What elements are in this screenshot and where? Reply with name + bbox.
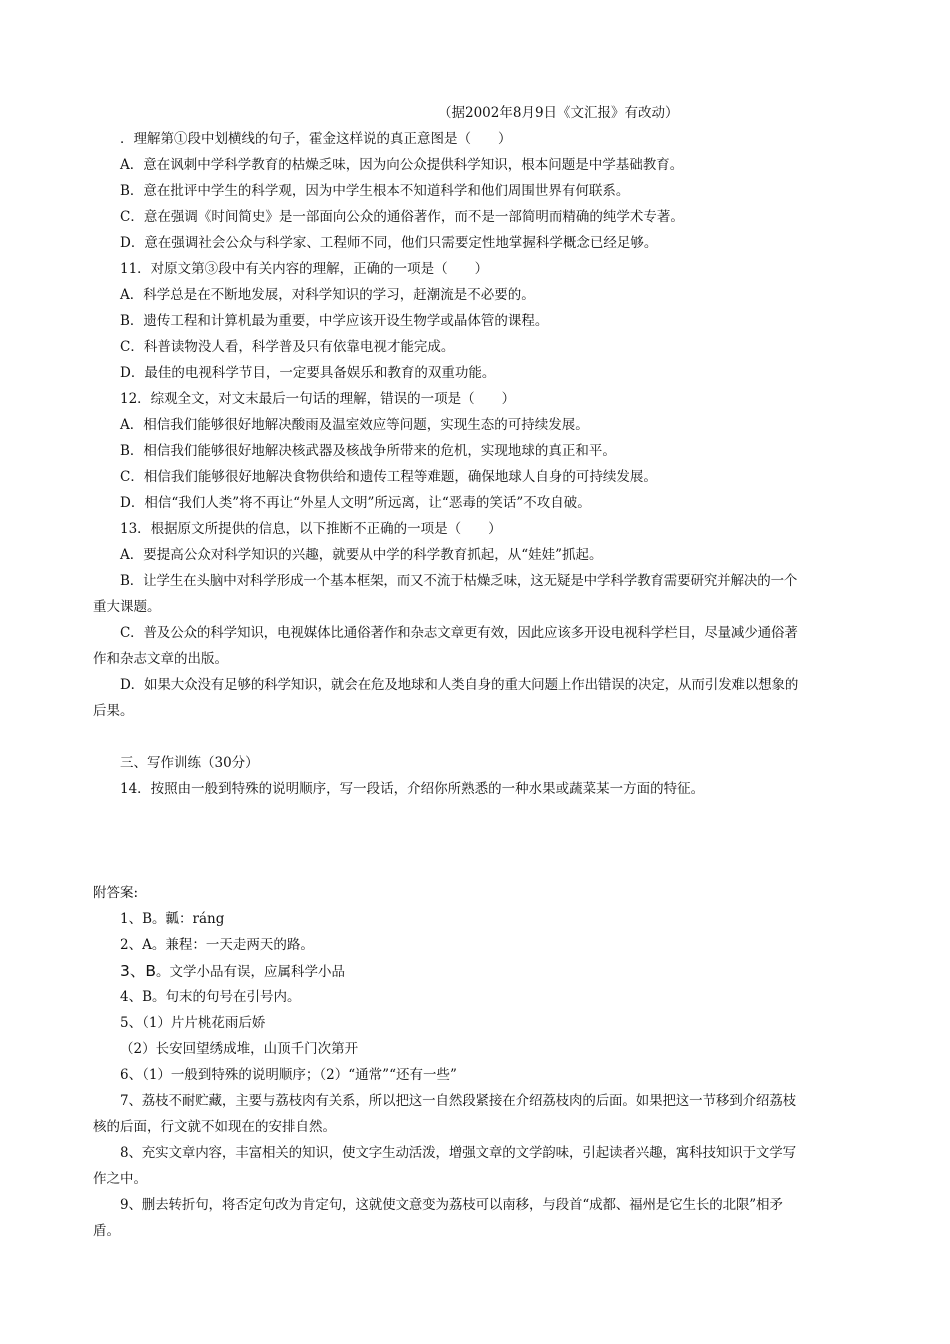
question-14: 14．按照由一般到特殊的说明顺序，写一段话，介绍你所熟悉的一种水果或蔬菜某一方面的特征。 bbox=[120, 781, 705, 797]
answer-3 bbox=[120, 962, 345, 981]
question-13-option-d-line1: D．如果大众没有足够的科学知识，就会在危及地球和人类自身的重大问题上作出错误的决定，从而引发难以想象的 bbox=[120, 677, 799, 693]
question-13-stem: 13．根据原文所提供的信息，以下推断不正确的一项是（ ） bbox=[120, 521, 502, 537]
answer-7-line1: 7、荔枝不耐贮藏，主要与荔枝肉有关系，所以把这一自然段紧接在介绍荔枝肉的后面。如果把这一节移到介绍荔枝 bbox=[120, 1093, 796, 1109]
question-12-option-a: A．相信我们能够很好地解决酸雨及温室效应等问题，实现生态的可持续发展。 bbox=[120, 417, 589, 433]
question-11-option-a: A．科学总是在不断地发展，对科学知识的学习，赶潮流是不必要的。 bbox=[120, 287, 535, 303]
question-10-option-a: A．意在讽刺中学科学教育的枯燥乏味，因为向公众提供科学知识，根本问题是中学基础教育。 bbox=[120, 157, 684, 173]
question-12-stem: 12．综观全文，对文末最后一句话的理解，错误的一项是（ ） bbox=[120, 391, 516, 407]
question-13-option-c-line2: 作和杂志文章的出版。 bbox=[93, 651, 228, 667]
answer-8-line1: 8、充实文章内容，丰富相关的知识，使文字生动活泼，增强文章的文学韵味，引起读者兴趣，寓科技知识于文学写 bbox=[120, 1145, 796, 1161]
writing-section-heading: 三、写作训练（30分） bbox=[120, 755, 259, 771]
answer-7-line2: 核的后面，行文就不如现在的安排自然。 bbox=[93, 1119, 336, 1135]
question-12-option-b: B．相信我们能够很好地解决核武器及核战争所带来的危机，实现地球的真正和平。 bbox=[120, 443, 616, 459]
answer-8-line2: 作之中。 bbox=[93, 1171, 147, 1187]
question-13-option-d-line2: 后果。 bbox=[93, 703, 134, 719]
answer-2: 2、A。兼程：一天走两天的路。 bbox=[120, 937, 314, 953]
question-11-option-d: D．最佳的电视科学节目，一定要具备娱乐和教育的双重功能。 bbox=[120, 365, 496, 381]
question-10-stem: ．理解第①段中划横线的句子，霍金这样说的真正意图是（ ） bbox=[120, 131, 512, 147]
answer-6: 6、（1）一般到特殊的说明顺序；（2）“通常”“还有一些” bbox=[120, 1067, 457, 1083]
answer-5-part1: 5、（1）片片桃花雨后娇 bbox=[120, 1015, 266, 1031]
answer-9-line1: 9、删去转折句，将否定句改为肯定句，这就使文意变为荔枝可以南移，与段首“成都、福州是它生长的北限”相矛 bbox=[120, 1197, 783, 1213]
question-11-option-c: C．科普读物没人看，科学普及只有依靠电视才能完成。 bbox=[120, 339, 455, 355]
answer-4: 4、B。句末的句号在引号内。 bbox=[120, 989, 301, 1005]
answer-1: 1、B。瓤：ráng bbox=[120, 911, 225, 927]
answer-3-number: 3、B bbox=[120, 962, 156, 980]
source-note: （据2002年8月9日《文汇报》有改动） bbox=[438, 105, 679, 121]
answers-heading: 附答案: bbox=[93, 885, 139, 901]
question-11-stem: 11．对原文第③段中有关内容的理解，正确的一项是（ ） bbox=[120, 261, 489, 277]
question-13-option-b-line1: B．让学生在头脑中对科学形成一个基本框架，而又不流于枯燥乏味，这无疑是中学科学教育需要研究并解决的一个 bbox=[120, 573, 798, 589]
question-10-option-d: D．意在强调社会公众与科学家、工程师不同，他们只需要定性地掌握科学概念已经足够。 bbox=[120, 235, 658, 251]
question-12-option-c: C．相信我们能够很好地解决食物供给和遗传工程等难题，确保地球人自身的可持续发展。 bbox=[120, 469, 657, 485]
question-13-option-b-line2: 重大课题。 bbox=[93, 599, 161, 615]
answer-9-line2: 盾。 bbox=[93, 1223, 120, 1239]
question-13-option-c-line1: C．普及公众的科学知识，电视媒体比通俗著作和杂志文章更有效，因此应该多开设电视科学栏目，尽量减少通俗著 bbox=[120, 625, 798, 641]
answer-3-text: 。文学小品有误，应属科学小品 bbox=[156, 964, 345, 980]
question-12-option-d: D．相信“我们人类”将不再让“外星人文明”所远离，让“恶毒的笑话”不攻自破。 bbox=[120, 495, 591, 511]
answer-5-part2: （2）长安回望绣成堆，山顶千门次第开 bbox=[120, 1041, 359, 1057]
question-11-option-b: B．遗传工程和计算机最为重要，中学应该开设生物学或晶体管的课程。 bbox=[120, 313, 549, 329]
question-10-option-c: C．意在强调《时间简史》是一部面向公众的通俗著作，而不是一部简明而精确的纯学术专著。 bbox=[120, 209, 684, 225]
question-10-option-b: B．意在批评中学生的科学观，因为中学生根本不知道科学和他们周围世界有何联系。 bbox=[120, 183, 630, 199]
question-13-option-a: A．要提高公众对科学知识的兴趣，就要从中学的科学教育抓起，从“娃娃”抓起。 bbox=[120, 547, 603, 563]
